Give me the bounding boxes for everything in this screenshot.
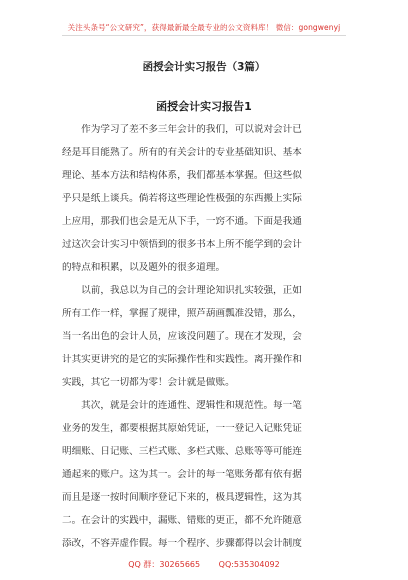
header-divider (62, 35, 346, 36)
body-line: 以前，我总以为自己的会计理论知识扎实较强，正如 (62, 285, 302, 296)
body-line: 实践，其它一切都为零！会计就是做账。 (62, 377, 235, 388)
body-line: 业务的发生，都要根据其原始凭证，一一登记入记账凭证 (62, 423, 302, 434)
body-line: 理论、基本方法和结构体系，我们都基本掌握。但这些似 (62, 170, 302, 181)
body-line: 的特点和积累，以及题外的很多道理。 (62, 262, 226, 273)
body-line: 其次，就是会计的连通性、逻辑性和规范性。每一笔 (62, 400, 302, 411)
body-line: 过这次会计实习中领悟到的很多书本上所不能学到的会计 (62, 239, 302, 250)
body-line: 乎只是纸上谈兵。倘若将这些理论性极强的东西搬上实际 (62, 193, 302, 204)
body-line: 二。在会计的实践中，漏账、错账的更正，都不允许随意 (62, 515, 302, 526)
body-line: 添改，不容弄虚作假。每一个程序、步骤都得以会计制度 (62, 538, 302, 549)
body-line: 计其实更讲究的是它的实际操作性和实践性。离开操作和 (62, 354, 302, 365)
header-note: 关注头条号“公文研究”，获得最新最全最专业的公文资料库！ 微信：gongwenyj (67, 23, 341, 32)
document-title: 函授会计实习报告（3篇） (142, 61, 266, 73)
body-line: 上应用，那我们也会是无从下手，一窍不通。下面是我通 (62, 216, 302, 227)
section-heading: 函授会计实习报告1 (156, 100, 252, 113)
body-line: 所有工作一样，掌握了规律，照芦葫画瓢准没错，那么， (62, 308, 302, 319)
footer-contact (0, 559, 408, 570)
body-line: 明细账、日记账、三栏式账、多栏式账、总账等等可能连 (62, 446, 302, 457)
body-line: 当一名出色的会计人员，应该没问题了。现在才发现，会 (62, 331, 302, 342)
body-line: 通起来的账户。这为其一。会计的每一笔账务都有依有据 (62, 469, 302, 480)
footer-qq: QQ:535304092 (218, 560, 280, 569)
body-line: 作为学习了差不多三年会计的我们，可以说对会计已 (62, 124, 302, 135)
body-line: 经是耳目能熟了。所有的有关会计的专业基础知识、基本 (62, 147, 302, 158)
body-line: 而且是逐一按时间顺序登记下来的，极具逻辑性，这为其 (62, 492, 302, 503)
footer-qq-group: QQ 群：30265665 (128, 560, 201, 569)
